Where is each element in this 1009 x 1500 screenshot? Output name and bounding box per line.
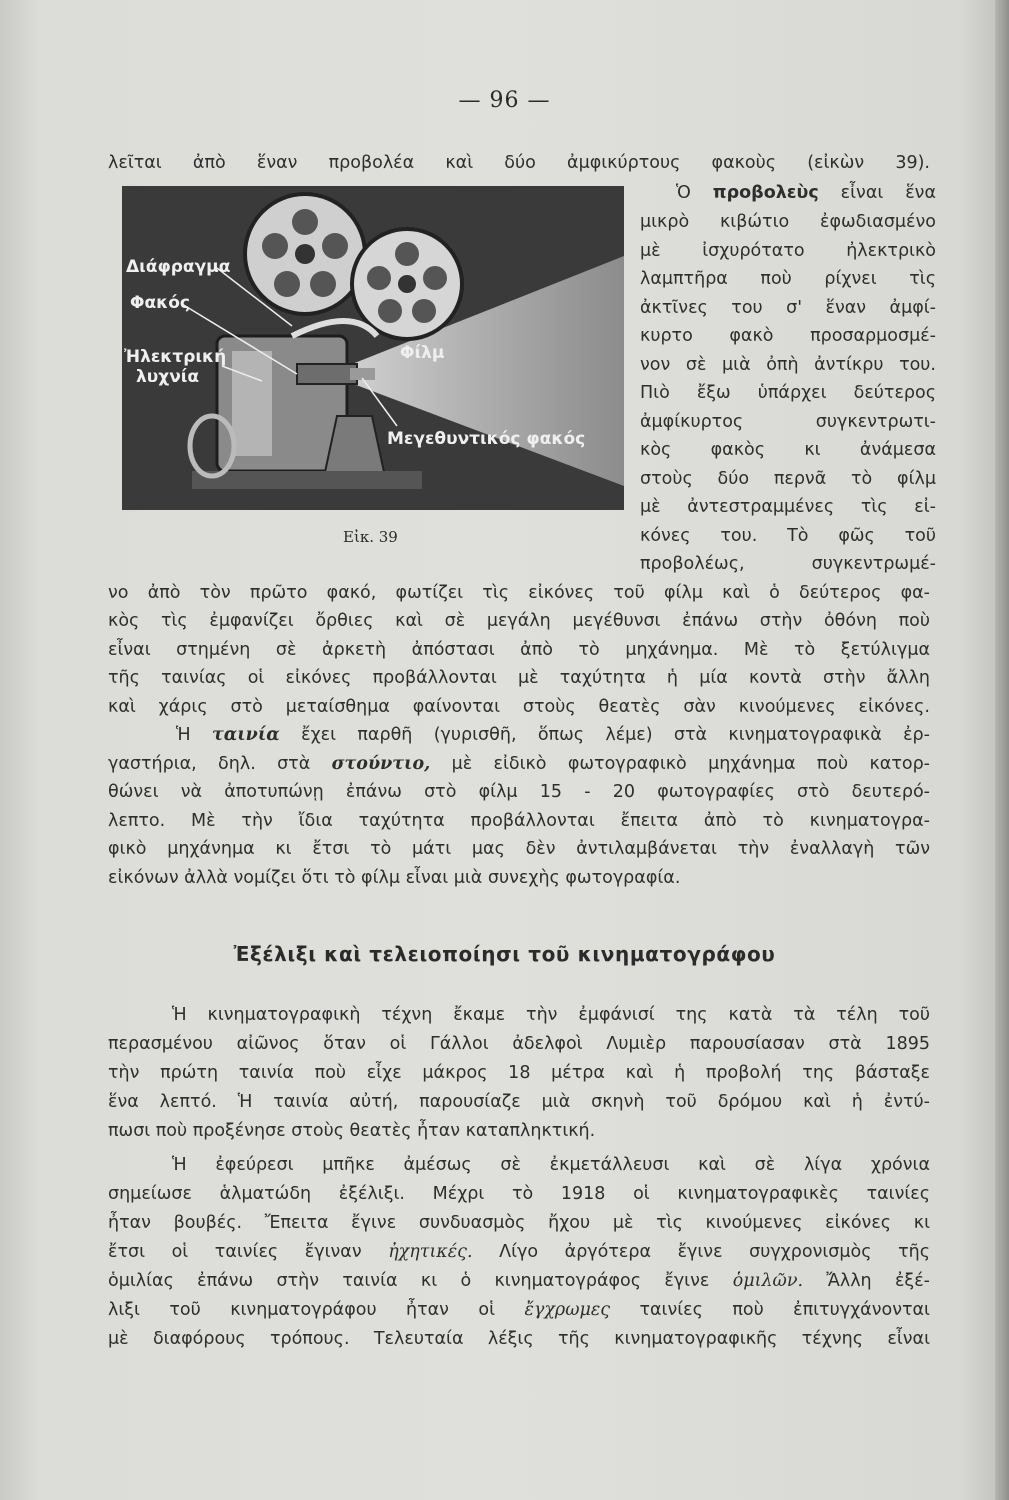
term-studio: στούντιο, <box>331 754 431 774</box>
label-magnifying-lens: Μεγεθυντικός φακός <box>387 429 586 449</box>
label-film: Φίλμ <box>400 343 445 363</box>
side-line: μὲ ἰσχυρότατο ἠλεκτρικὸ <box>640 241 936 261</box>
text-span: μὲ εἰδικὸ φωτογραφικὸ μηχάνημα ποὺ κατορ- <box>451 754 931 774</box>
side-line: προβολέως, συγκεντρωμέ- <box>640 554 936 574</box>
body-line: πωσι ποὺ προξένησε στοὺς θεατὲς ἦταν καταπληκτική. <box>108 1121 596 1141</box>
term-color: ἔγχρωμες <box>524 1300 611 1320</box>
body-line: εἶναι στημένη σὲ ἀρκετὴ ἀπόστασι ἀπὸ τὸ μηχάνημα. Μὲ τὸ ξετύλιγμα <box>108 640 930 660</box>
side-line: Πιὸ ἔξω ὑπάρχει δεύτερος <box>640 383 936 403</box>
body-line: ἦταν βουβές. Ἔπειτα ἔγινε συνδυασμὸς ἤχου μὲ τὶς κινούμενες εἰκόνες κι <box>108 1213 930 1233</box>
body-line: μὲ διαφόρους τρόπους. Τελευταία λέξις τῆς κινηματογραφικῆς τέχνης εἶναι <box>108 1329 930 1349</box>
rear-reel <box>352 229 462 339</box>
text-span: ἔτσι οἱ ταινίες ἔγιναν <box>108 1242 362 1262</box>
figure-caption: Εἰκ. 39 <box>343 528 398 546</box>
label-lamp-line2: λυχνία <box>136 367 200 387</box>
body-line: θώνει νὰ ἀποτυπώνῃ ἐπάνω στὸ φίλμ 15 - 20 φωτογραφίες στὸ δευτερό- <box>108 782 930 802</box>
text-span: γαστήρια, δηλ. στὰ <box>108 754 311 774</box>
text-span: Λίγο ἀργότερα ἔγινε συγχρονισμὸς τῆς <box>499 1242 930 1262</box>
text-span: ταινίες ποὺ ἐπιτυγχάνονται <box>639 1300 930 1320</box>
side-line: στοὺς δύο περνᾶ τὸ φίλμ <box>640 469 936 489</box>
side-line: μικρὸ κιβώτιο ἐφωδιασμένο <box>640 212 936 232</box>
body-line: εἰκόνων ἀλλὰ νομίζει ὅτι τὸ φίλμ εἶναι μιὰ συνεχὴς φωτογραφία. <box>108 868 681 888</box>
body-line: περασμένου αἰῶνος ὅταν οἱ Γάλλοι ἀδελφοὶ Λυμιὲρ παρουσίασαν στὰ 1895 <box>108 1034 930 1054</box>
body-line: ἕνα λεπτό. Ἡ ταινία αὐτή, παρουσίαζε μιὰ σκηνὴ τοῦ δρόμου καὶ ἡ ἐντύ- <box>108 1092 930 1112</box>
label-lens: Φακός <box>130 293 190 313</box>
body-line: λεπτο. Μὲ τὴν ἴδια ταχύτητα προβάλλονται ἔπειτα ἀπὸ τὸ κινηματογρα- <box>108 811 930 831</box>
film-line-2 <box>108 753 930 775</box>
film-line-1 <box>176 724 930 746</box>
term-film: ταινία <box>211 725 280 745</box>
body-line: φικὸ μηχάνημα κι ἔτσι τὸ μάτι μας δὲν ἀντιλαμβάνεται τὴν ἐναλλαγὴ τῶν <box>108 839 930 859</box>
body-line: Ἡ κινηματογραφικὴ τέχνη ἔκαμε τὴν ἐμφάνισί της κατὰ τὰ τέλη τοῦ <box>172 1005 930 1025</box>
body-line: καὶ χάρις στὸ μεταίσθημα φαίνονται στοὺς θεατὲς σὰν κινούμενες εἰκόνες. <box>108 697 930 717</box>
body-line: σημείωσε ἁλματώδη ἐξέλιξι. Μέχρι τὸ 1918 οἱ κινηματογραφικὲς ταινίες <box>108 1184 930 1204</box>
invention-line-4 <box>108 1241 930 1263</box>
body-line: Ἡ ἐφεύρεσι μπῆκε ἀμέσως σὲ ἐκμετάλλευσι καὶ σὲ λίγα χρόνια <box>172 1155 930 1175</box>
invention-line-5 <box>108 1270 930 1292</box>
page-binding-shadow <box>995 0 1009 1500</box>
projector-first-line <box>676 182 936 204</box>
label-lamp-line1: Ἠλεκτρική <box>124 347 227 367</box>
text-span: Ὁ <box>676 183 691 203</box>
projector-illustration <box>122 186 624 510</box>
text-span: ἔχει παρθῆ (γυρισθῆ, ὅπως λέμε) στὰ κινηματογραφικὰ ἐρ- <box>301 725 930 745</box>
text-span: λιξι τοῦ κινηματογράφου ἦταν οἱ <box>108 1300 496 1320</box>
text-span: Ἄλλη ἐξέ- <box>826 1271 930 1291</box>
side-line: λαμπτῆρα ποὺ ρίχνει τὶς <box>640 269 936 289</box>
term-talking: ὁμιλῶν. <box>732 1271 804 1291</box>
invention-line-6 <box>108 1299 930 1321</box>
side-line: νον σὲ μιὰ ὀπὴ ἀντίκρυ του. <box>640 355 936 375</box>
side-line: ἀμφίκυρτος συγκεντρωτι- <box>640 412 936 432</box>
front-reel <box>245 194 365 314</box>
body-line: νο ἀπὸ τὸν πρῶτο φακό, φωτίζει τὶς εἰκόνες τοῦ φίλμ καὶ ὁ δεύτερος φα- <box>108 583 930 603</box>
side-line: κὸς φακὸς κι ἀνάμεσα <box>640 440 936 460</box>
text-span: Ἡ <box>176 725 191 745</box>
section-heading: Ἐξέλιξι καὶ τελειοποίησι τοῦ κινηματογράφου <box>233 942 776 966</box>
body-line: κὸς τὶς ἐμφανίζει ὄρθιες καὶ σὲ μεγάλη μεγέθυνσι ἐπάνω στὴν ὀθόνη ποὺ <box>108 611 930 631</box>
body-line: τῆς ταινίας οἱ εἰκόνες προβάλλονται μὲ ταχύτητα ἡ μία κοντὰ στὴν ἄλλη <box>108 668 930 688</box>
page-number: — 96 — <box>458 88 551 113</box>
label-diaphragm: Διάφραγμα <box>126 257 231 277</box>
intro-line: λεῖται ἀπὸ ἕναν προβολέα καὶ δύο ἀμφικύρτους φακοὺς (εἰκὼν 39). <box>108 153 930 173</box>
side-line: κόνες του. Τὸ φῶς τοῦ <box>640 526 936 546</box>
term-projector: προβολεὺς <box>712 183 819 203</box>
side-line: ἀκτῖνες του σ' ἕναν ἀμφί- <box>640 298 936 318</box>
side-line: μὲ ἀντεστραμμένες τὶς εἰ- <box>640 497 936 517</box>
text-span: εἶναι ἕνα <box>840 183 936 203</box>
term-sound: ἠχητικές. <box>388 1242 473 1262</box>
projector-figure <box>122 186 624 510</box>
body-line: τὴν πρώτη ταινία ποὺ εἶχε μάκρος 18 μέτρα καὶ ἡ προβολή της βάσταξε <box>108 1063 930 1083</box>
side-line: κυρτο φακὸ προσαρμοσμέ- <box>640 326 936 346</box>
text-span: ὁμιλίας ἐπάνω στὴν ταινία κι ὁ κινηματογράφος ἔγινε <box>108 1271 710 1291</box>
